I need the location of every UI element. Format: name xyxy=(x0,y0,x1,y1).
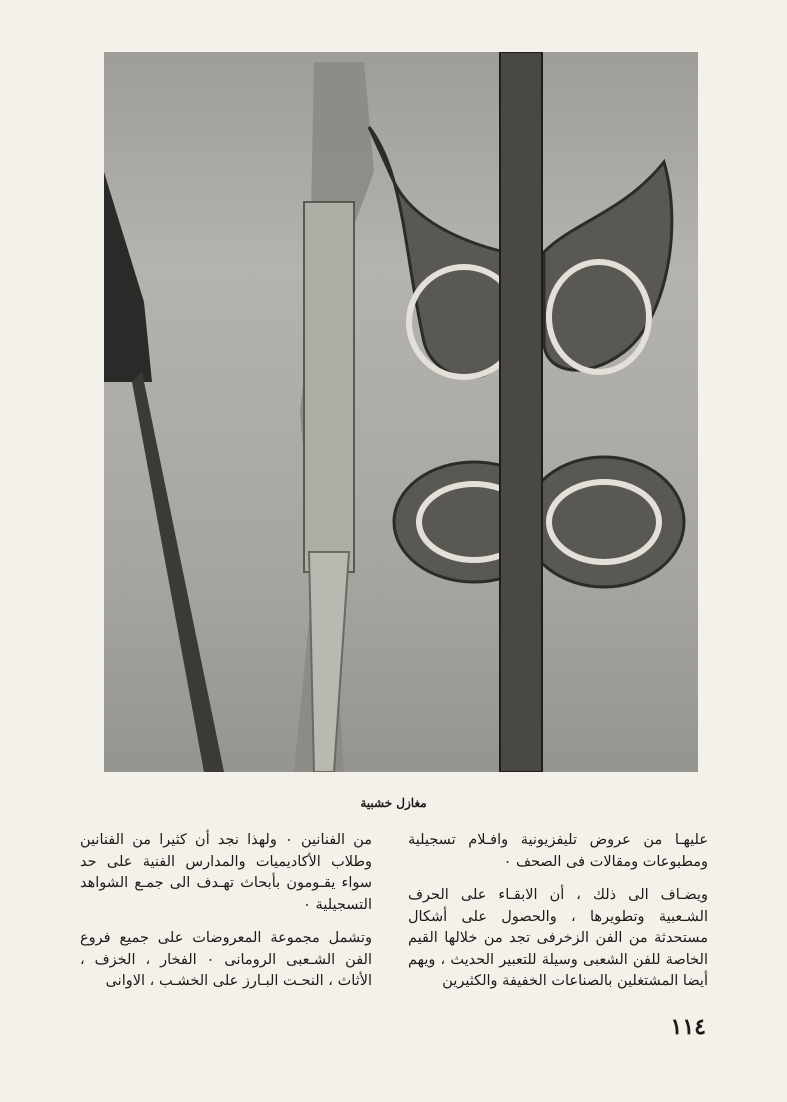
wing-upper-right xyxy=(544,162,672,370)
spindle-shaft-left xyxy=(132,372,224,772)
spindles-illustration xyxy=(104,52,698,772)
spindle-central-rod xyxy=(500,52,542,772)
photo-wooden-spindles xyxy=(104,52,698,772)
spindle-tip-shape xyxy=(104,172,152,382)
text-column-right xyxy=(408,830,708,1005)
carved-panel xyxy=(304,202,354,572)
spindle-handle xyxy=(309,552,349,772)
paragraph: ويضـاف الى ذلك ، أن الابقـاء على الحرف الشـعبية وتطويرها ، والحصول على أشكال مستحدثة من الفن الزخرفى تجد من خلالها القيم الخاصة للفن الشعبى وسيلة للتعبير الحديث ، ويهم أيضا المشتغلين بالصناعات الخفيفة والكثيرين xyxy=(408,887,708,989)
paragraph: من الفنانين ٠ ولهذا نجد أن كثيرا من الفنانين وطلاب الأكاديميات والمدارس الفنية على حد سواء يقـومون بأبحاث تهـدف الى جمـع الشواهد التسجيلية ٠ xyxy=(80,832,372,913)
figure-caption: مغازل خشبية xyxy=(360,796,427,810)
paragraph: عليهـا من عروض تليفزيونية وافـلام تسجيلية ومطبوعات ومقالات فى الصحف ٠ xyxy=(408,832,708,870)
paragraph: وتشمل مجموعة المعروضات على جميع فروع الفن الشـعبى الرومانى ٠ الفخار ، الخزف ، الأثاث ، النحـت البـارز على الخشـب ، الاوانى xyxy=(80,930,372,989)
text-column-left xyxy=(80,830,372,1005)
page-number: ١١٤ xyxy=(670,1014,706,1040)
wing-upper-left xyxy=(369,127,504,377)
